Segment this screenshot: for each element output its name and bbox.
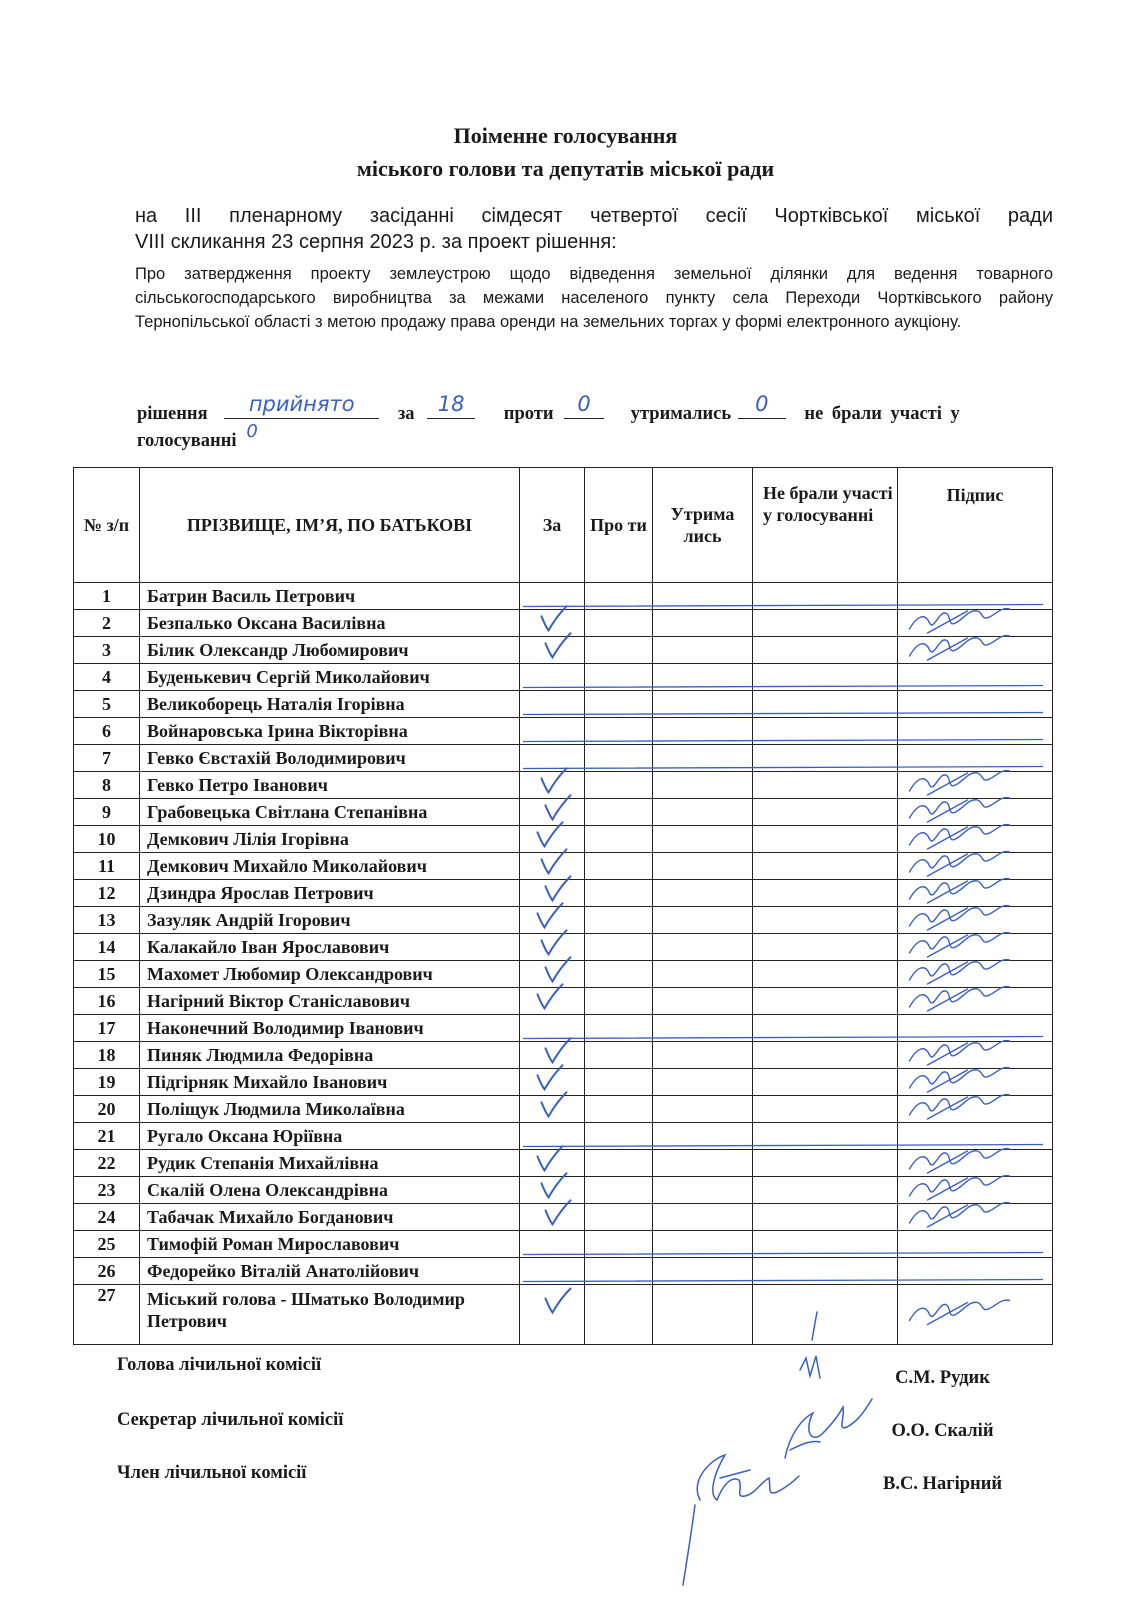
- vote-not-voted-cell: [753, 1285, 898, 1345]
- vote-not-voted-cell: [753, 637, 898, 664]
- decision-result-handwritten: прийнято: [248, 392, 355, 416]
- signature-cell: [898, 664, 1053, 691]
- vote-abstained-cell: [653, 934, 753, 961]
- table-row: [74, 853, 1053, 880]
- row-number: 23: [74, 1177, 140, 1204]
- vote-for-cell: [520, 637, 585, 664]
- vote-abstained-cell: [653, 1177, 753, 1204]
- table-row: [74, 1285, 1053, 1345]
- deputy-name: Буденькевич Сергій Миколайович: [140, 664, 520, 691]
- header-number: № з/п: [74, 468, 140, 583]
- row-number: 22: [74, 1150, 140, 1177]
- header-not-voted: Не брали участі у голосуванні: [753, 468, 898, 583]
- header-against: Про ти: [585, 468, 653, 583]
- vote-against-cell: [585, 1150, 653, 1177]
- vote-for-cell: [520, 853, 585, 880]
- row-number: 18: [74, 1042, 140, 1069]
- chair-label: Голова лічильної комісії: [117, 1355, 322, 1375]
- vote-not-voted-cell: [753, 1204, 898, 1231]
- vote-against-cell: [585, 772, 653, 799]
- vote-abstained-cell: [653, 745, 753, 772]
- row-number: 17: [74, 1015, 140, 1042]
- row-number: 24: [74, 1204, 140, 1231]
- vote-abstained-cell: [653, 664, 753, 691]
- table-row: [74, 637, 1053, 664]
- deputy-name: Зазуляк Андрій Ігорович: [140, 907, 520, 934]
- vote-not-voted-cell: [753, 1231, 898, 1258]
- vote-for-cell: [520, 826, 585, 853]
- table-row: [74, 934, 1053, 961]
- not-voted-label: не брали участі у: [804, 404, 960, 424]
- table-row: [74, 826, 1053, 853]
- vote-abstained-cell: [653, 610, 753, 637]
- vote-against-cell: [585, 1096, 653, 1123]
- deputy-name: Батрин Василь Петрович: [140, 583, 520, 610]
- vote-for-cell: [520, 1204, 585, 1231]
- table-row: [74, 880, 1053, 907]
- signature-cell: [898, 1177, 1053, 1204]
- deputy-name: Пиняк Людмила Федорівна: [140, 1042, 520, 1069]
- abstained-label: утримались: [630, 404, 732, 424]
- row-number: 9: [74, 799, 140, 826]
- table-row: [74, 961, 1053, 988]
- table-row: [74, 1231, 1053, 1258]
- vote-not-voted-cell: [753, 1069, 898, 1096]
- signature-cell: [898, 961, 1053, 988]
- for-label: за: [397, 404, 415, 424]
- vote-against-cell: [585, 1123, 653, 1150]
- for-count-handwritten: 18: [437, 392, 465, 416]
- row-number: 16: [74, 988, 140, 1015]
- row-number: 20: [74, 1096, 140, 1123]
- table-row: [74, 1150, 1053, 1177]
- table-row: [74, 583, 1053, 610]
- vote-not-voted-cell: [753, 1123, 898, 1150]
- vote-abstained-cell: [653, 691, 753, 718]
- table-row: [74, 907, 1053, 934]
- vote-not-voted-cell: [753, 718, 898, 745]
- vote-abstained-cell: [653, 988, 753, 1015]
- vote-for-cell: [520, 1150, 585, 1177]
- table-row: [74, 1123, 1053, 1150]
- document-title-line1: Поіменне голосування: [453, 123, 678, 148]
- table-row: [74, 988, 1053, 1015]
- header-signature: Підпис: [898, 468, 1053, 583]
- vote-abstained-cell: [653, 853, 753, 880]
- vote-not-voted-cell: [753, 664, 898, 691]
- vote-against-cell: [585, 1285, 653, 1345]
- vote-for-cell: [520, 610, 585, 637]
- vote-not-voted-cell: [753, 772, 898, 799]
- row-number: 6: [74, 718, 140, 745]
- signature-cell: [898, 1231, 1053, 1258]
- voting-table: [73, 467, 1053, 1345]
- deputy-name: Гевко Петро Іванович: [140, 772, 520, 799]
- session-description: на ІІІ пленарному засіданні сімдесят четвертої сесії Чортківської міської ради: [135, 205, 1053, 227]
- vote-not-voted-cell: [753, 826, 898, 853]
- header-for: За: [520, 468, 585, 583]
- signature-cell: [898, 880, 1053, 907]
- row-number: 15: [74, 961, 140, 988]
- signature-cell: [898, 718, 1053, 745]
- row-number: 21: [74, 1123, 140, 1150]
- vote-not-voted-cell: [753, 880, 898, 907]
- deputy-name: Тимофій Роман Мирославович: [140, 1231, 520, 1258]
- table-row: [74, 772, 1053, 799]
- vote-abstained-cell: [653, 583, 753, 610]
- vote-not-voted-cell: [753, 961, 898, 988]
- row-number: 11: [74, 853, 140, 880]
- deputy-name: Калакайло Іван Ярославович: [140, 934, 520, 961]
- deputy-name: Поліщук Людмила Миколаївна: [140, 1096, 520, 1123]
- against-label: проти: [503, 404, 554, 424]
- vote-abstained-cell: [653, 1150, 753, 1177]
- row-number: 10: [74, 826, 140, 853]
- deputy-name: Демкович Лілія Ігорівна: [140, 826, 520, 853]
- table-row: [74, 691, 1053, 718]
- deputy-name: Грабовецька Світлана Степанівна: [140, 799, 520, 826]
- vote-not-voted-cell: [753, 745, 898, 772]
- row-number: 7: [74, 745, 140, 772]
- vote-abstained-cell: [653, 826, 753, 853]
- vote-not-voted-cell: [753, 934, 898, 961]
- secretary-signature: [785, 1399, 872, 1458]
- vote-not-voted-cell: [753, 1015, 898, 1042]
- deputy-name: Міський голова - Шматько Володимир Петрович: [140, 1285, 520, 1345]
- vote-against-cell: [585, 691, 653, 718]
- not-voted-count-field: [241, 421, 263, 446]
- vote-not-voted-cell: [753, 799, 898, 826]
- vote-against-cell: [585, 961, 653, 988]
- signature-cell: [898, 1204, 1053, 1231]
- vote-against-cell: [585, 988, 653, 1015]
- vote-not-voted-cell: [753, 583, 898, 610]
- decision-summary: [137, 392, 1057, 453]
- row-number: 27: [74, 1285, 140, 1345]
- decision-label: рішення: [137, 404, 208, 424]
- signature-cell: [898, 583, 1053, 610]
- vote-abstained-cell: [653, 1096, 753, 1123]
- vote-for-cell: [520, 664, 585, 691]
- vote-for-cell: [520, 880, 585, 907]
- not-voted-count-handwritten: 0: [246, 421, 258, 442]
- vote-abstained-cell: [653, 1123, 753, 1150]
- project-description: Про затвердження проекту землеустрою щодо відведення земельної ділянки для ведення товарного сільськогосподарського виробництва за межами населеного пункту села Переходи Чортківського району Тернопільської області з метою продажу права оренди на земельних торгах у формі електронного аукціону.: [135, 265, 1053, 331]
- deputy-name: Нагірний Віктор Станіславович: [140, 988, 520, 1015]
- row-number: 4: [74, 664, 140, 691]
- deputy-name: Білик Олександр Любомирович: [140, 637, 520, 664]
- not-voted-label-2: голосуванні: [137, 431, 237, 451]
- table-row: [74, 799, 1053, 826]
- vote-abstained-cell: [653, 1069, 753, 1096]
- table-row: [74, 1204, 1053, 1231]
- vote-against-cell: [585, 826, 653, 853]
- table-row: [74, 745, 1053, 772]
- vote-not-voted-cell: [753, 988, 898, 1015]
- table-row: [74, 1015, 1053, 1042]
- table-row: [74, 610, 1053, 637]
- vote-for-cell: [520, 1285, 585, 1345]
- vote-for-cell: [520, 1177, 585, 1204]
- signature-cell: [898, 907, 1053, 934]
- signature-cell: [898, 610, 1053, 637]
- vote-against-cell: [585, 799, 653, 826]
- signature-cell: [898, 772, 1053, 799]
- signature-cell: [898, 1123, 1053, 1150]
- deputy-name: Скалій Олена Олександрівна: [140, 1177, 520, 1204]
- deputy-name: Ругало Оксана Юріївна: [140, 1123, 520, 1150]
- table-header-row: [74, 468, 1053, 583]
- vote-abstained-cell: [653, 718, 753, 745]
- member-signature: [683, 1455, 799, 1585]
- row-number: 1: [74, 583, 140, 610]
- signature-cell: [898, 1069, 1053, 1096]
- row-number: 12: [74, 880, 140, 907]
- vote-abstained-cell: [653, 772, 753, 799]
- table-row: [74, 718, 1053, 745]
- vote-against-cell: [585, 880, 653, 907]
- table-row: [74, 1042, 1053, 1069]
- vote-not-voted-cell: [753, 1096, 898, 1123]
- table-row: [74, 1258, 1053, 1285]
- vote-against-cell: [585, 1204, 653, 1231]
- signature-cell: [898, 691, 1053, 718]
- deputy-name: Дзиндра Ярослав Петрович: [140, 880, 520, 907]
- vote-not-voted-cell: [753, 610, 898, 637]
- vote-abstained-cell: [653, 961, 753, 988]
- signature-cell: [898, 1150, 1053, 1177]
- table-row: [74, 1096, 1053, 1123]
- table-row: [74, 1177, 1053, 1204]
- deputy-name: Великоборець Наталія Ігорівна: [140, 691, 520, 718]
- vote-not-voted-cell: [753, 853, 898, 880]
- deputy-name: Демкович Михайло Миколайович: [140, 853, 520, 880]
- vote-against-cell: [585, 907, 653, 934]
- vote-for-cell: [520, 988, 585, 1015]
- vote-for-cell: [520, 583, 585, 610]
- vote-not-voted-cell: [753, 691, 898, 718]
- vote-against-cell: [585, 664, 653, 691]
- document-title-line2: міського голови та депутатів міської ради: [356, 156, 775, 181]
- deputy-name: Рудик Степанія Михайлівна: [140, 1150, 520, 1177]
- vote-against-cell: [585, 745, 653, 772]
- vote-against-cell: [585, 610, 653, 637]
- deputy-name: Підгірняк Михайло Іванович: [140, 1069, 520, 1096]
- abstained-count-field: [738, 392, 786, 419]
- vote-abstained-cell: [653, 880, 753, 907]
- deputy-name: Наконечний Володимир Іванович: [140, 1015, 520, 1042]
- vote-against-cell: [585, 1042, 653, 1069]
- vote-against-cell: [585, 583, 653, 610]
- row-number: 13: [74, 907, 140, 934]
- vote-abstained-cell: [653, 1015, 753, 1042]
- vote-for-cell: [520, 907, 585, 934]
- member-name: В.С. Нагірний: [882, 1474, 1003, 1494]
- vote-for-cell: [520, 961, 585, 988]
- vote-against-cell: [585, 1069, 653, 1096]
- session-date: VIII скликання 23 серпня 2023 р. за проект рішення:: [135, 231, 617, 253]
- vote-for-cell: [520, 934, 585, 961]
- vote-abstained-cell: [653, 1204, 753, 1231]
- vote-not-voted-cell: [753, 907, 898, 934]
- secretary-label: Секретар лічильної комісії: [117, 1410, 344, 1430]
- signature-cell: [898, 934, 1053, 961]
- header-name: ПРІЗВИЩЕ, ІМ’Я, ПО БАТЬКОВІ: [140, 468, 520, 583]
- vote-abstained-cell: [653, 1042, 753, 1069]
- vote-against-cell: [585, 637, 653, 664]
- vote-against-cell: [585, 718, 653, 745]
- abstained-count-handwritten: 0: [755, 392, 769, 416]
- table-row: [74, 664, 1053, 691]
- signature-cell: [898, 1096, 1053, 1123]
- deputy-name: Войнаровська Ірина Вікторівна: [140, 718, 520, 745]
- deputy-name: Махомет Любомир Олександрович: [140, 961, 520, 988]
- row-number: 19: [74, 1069, 140, 1096]
- vote-for-cell: [520, 772, 585, 799]
- vote-abstained-cell: [653, 1258, 753, 1285]
- commission-signatures: [683, 1312, 872, 1585]
- deputy-name: Безпалько Оксана Василівна: [140, 610, 520, 637]
- vote-not-voted-cell: [753, 1150, 898, 1177]
- vote-abstained-cell: [653, 1231, 753, 1258]
- vote-not-voted-cell: [753, 1177, 898, 1204]
- deputy-name: Табачак Михайло Богданович: [140, 1204, 520, 1231]
- header-abstained: Утрима лись: [653, 468, 753, 583]
- vote-for-cell: [520, 1042, 585, 1069]
- signature-cell: [898, 988, 1053, 1015]
- vote-for-cell: [520, 1231, 585, 1258]
- secretary-name: О.О. Скалій: [891, 1421, 994, 1441]
- against-count-field: [564, 392, 604, 419]
- vote-abstained-cell: [653, 637, 753, 664]
- signature-cell: [898, 853, 1053, 880]
- vote-for-cell: [520, 1015, 585, 1042]
- row-number: 26: [74, 1258, 140, 1285]
- against-count-handwritten: 0: [577, 392, 591, 416]
- vote-for-cell: [520, 745, 585, 772]
- vote-against-cell: [585, 1177, 653, 1204]
- vote-for-cell: [520, 691, 585, 718]
- row-number: 3: [74, 637, 140, 664]
- row-number: 14: [74, 934, 140, 961]
- vote-not-voted-cell: [753, 1258, 898, 1285]
- deputy-name: Гевко Євстахій Володимирович: [140, 745, 520, 772]
- vote-for-cell: [520, 1258, 585, 1285]
- vote-against-cell: [585, 1015, 653, 1042]
- vote-abstained-cell: [653, 1285, 753, 1345]
- vote-abstained-cell: [653, 799, 753, 826]
- vote-for-cell: [520, 1123, 585, 1150]
- vote-abstained-cell: [653, 907, 753, 934]
- for-count-field: [427, 392, 475, 419]
- decision-result-field: [224, 392, 379, 419]
- row-number: 25: [74, 1231, 140, 1258]
- signature-cell: [898, 745, 1053, 772]
- deputy-name: Федорейко Віталій Анатолійович: [140, 1258, 520, 1285]
- signature-cell: [898, 1015, 1053, 1042]
- vote-against-cell: [585, 853, 653, 880]
- row-number: 5: [74, 691, 140, 718]
- chair-name: С.М. Рудик: [895, 1368, 990, 1388]
- vote-against-cell: [585, 934, 653, 961]
- member-label: Член лічильної комісії: [117, 1463, 307, 1483]
- vote-against-cell: [585, 1231, 653, 1258]
- vote-for-cell: [520, 799, 585, 826]
- row-number: 8: [74, 772, 140, 799]
- row-number: 2: [74, 610, 140, 637]
- signature-cell: [898, 637, 1053, 664]
- vote-for-cell: [520, 1096, 585, 1123]
- signature-cell: [898, 826, 1053, 853]
- vote-not-voted-cell: [753, 1042, 898, 1069]
- signature-cell: [898, 1042, 1053, 1069]
- signature-cell: [898, 1258, 1053, 1285]
- vote-for-cell: [520, 1069, 585, 1096]
- vote-for-cell: [520, 718, 585, 745]
- vote-against-cell: [585, 1258, 653, 1285]
- signature-cell: [898, 799, 1053, 826]
- table-row: [74, 1069, 1053, 1096]
- signature-cell: [898, 1285, 1053, 1345]
